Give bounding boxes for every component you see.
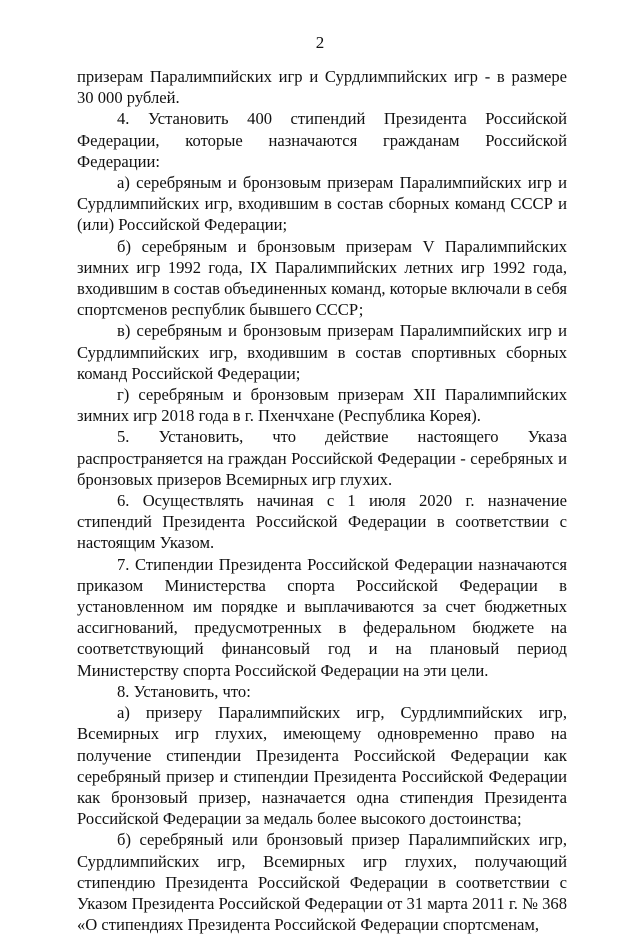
paragraph-item-8a: а) призеру Паралимпийских игр, Сурдлимпийских игр, Всемирных игр глухих, имеющему одновременно право на получение стипендии Президента Российской Федерации как серебряный призер и стипендии Президента Российской Федерации как бронзовый призер, назначается одна стипендия Президента Российской Федерации за медаль более высокого достоинства; [77, 703, 567, 829]
paragraph-item-5: 5. Установить, что действие настоящего Указа распространяется на граждан Российской Федерации - серебряных и бронзовых призеров Всемирных игр глухих. [77, 427, 567, 489]
paragraph-item-7: 7. Стипендии Президента Российской Федерации назначаются приказом Министерства спорта Российской Федерации в установленном им порядке и выплачиваются за счет бюджетных ассигнований, предусмотренных в федеральном бюджете на соответствующий финансовый год и на плановый период Министерству спорта Российской Федерации на эти цели. [77, 554, 567, 680]
paragraph-item-8: 8. Установить, что: [117, 681, 251, 701]
paragraph-item-8b: б) серебряный или бронзовый призер Паралимпийских игр, Сурдлимпийских игр, Всемирных игр глухих, получающий стипендию Президента Российской Федерации в соответствии с Указом Президента Российской Федерации от 31 марта 2011 г. № 368 «О стипендиях Президента Российской Федерации спортсменам, [77, 830, 567, 935]
document-body [77, 66, 567, 935]
paragraph-item-4b: б) серебряным и бронзовым призерам V Паралимпийских зимних игр 1992 года, IX Паралимпийских летних игр 1992 года, входившим в состав объединенных команд, которые включали в себя спортсменов республик бывшего СССР; [77, 236, 567, 320]
paragraph-item-6: 6. Осуществлять начиная с 1 июля 2020 г. назначение стипендий Президента Российской Федерации в соответствии с настоящим Указом. [77, 491, 567, 553]
paragraph-item-4a: а) серебряным и бронзовым призерам Паралимпийских игр и Сурдлимпийских игр, входившим в состав сборных команд СССР и (или) Российской Федерации; [77, 173, 567, 235]
paragraph-item-4d: г) серебряным и бронзовым призерам XII Паралимпийских зимних игр 2018 года в г. Пхенчхане (Республика Корея). [77, 385, 567, 426]
paragraph-item-4c: в) серебряным и бронзовым призерам Паралимпийских игр и Сурдлимпийских игр, входившим в состав спортивных сборных команд Российской Федерации; [77, 321, 567, 383]
paragraph-continuation: призерам Паралимпийских игр и Сурдлимпийских игр - в размере 30 000 рублей. [77, 67, 567, 108]
page-number: 2 [315, 33, 325, 52]
paragraph-item-4: 4. Установить 400 стипендий Президента Российской Федерации, которые назначаются гражданам Российской Федерации: [77, 109, 567, 171]
